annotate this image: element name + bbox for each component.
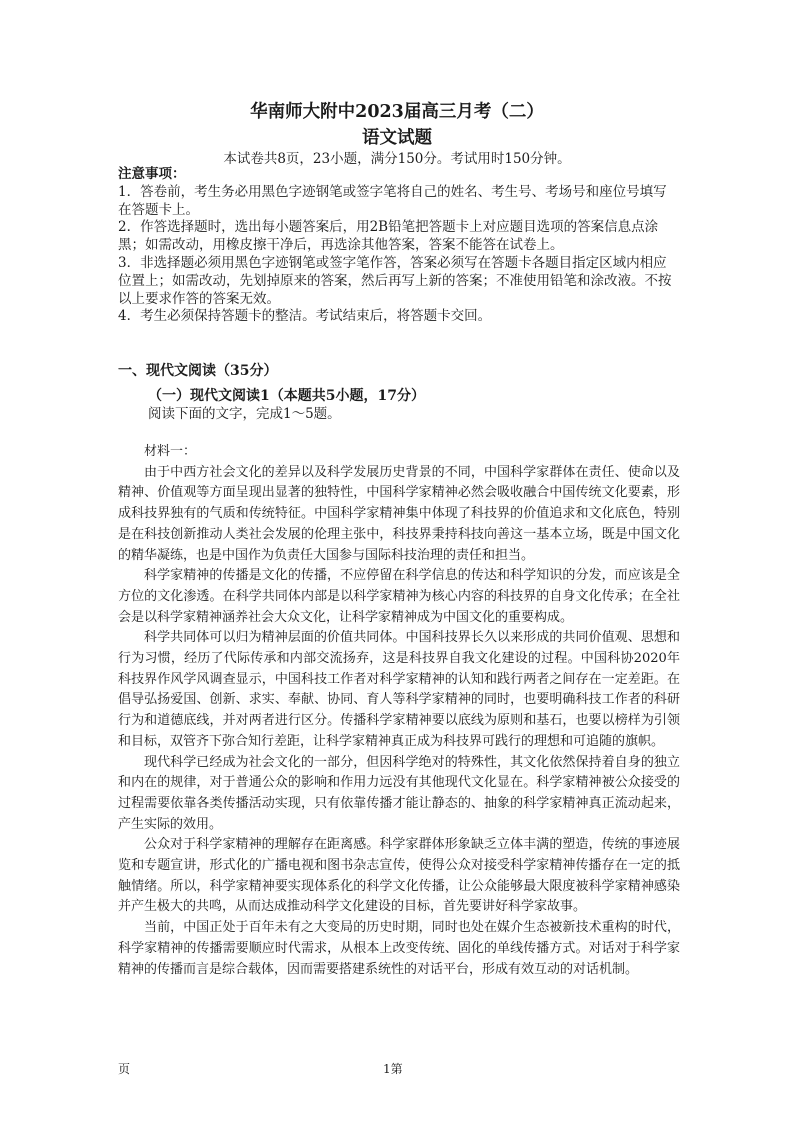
paragraph: 科学共同体可以归为精神层面的价值共同体。中国科技界长久以来形成的共同价值观、思想和行为习惯，经历了代际传承和内部交流扬弃，这是科技界自我文化建设的过程。中国科协2020年科技界作风学风调查显示，中国科技工作者对科学家精神的认知和践行两者之间存在一定差距。在倡导弘扬爱国、创新、求实、奉献、协同、育人等科学家精神的同时，也要明确科技工作者的科研行为和道德底线，并对两者进行区分。传播科学家精神要以底线为原则和基石，也要以榜样为引领和目标，双管齐下弥合知行差距，让科学家精神真正成为科技界可践行的理想和可追随的旗帜。 (118, 630, 680, 749)
note-item: 2．作答选择题时，选出每小题答案后，用2B铅笔把答题卡上对应题目选项的答案信息点涂黑；如需改动，用橡皮擦干净后，再选涂其他答案，答案不能答在试卷上。 (118, 219, 659, 254)
subsection-heading: （一）现代文阅读1（本题共5小题，17分） (148, 388, 425, 404)
reading-material (118, 442, 680, 980)
exam-info: 本试卷共8页，23小题，满分150分。考试用时150分钟。 (223, 151, 571, 167)
footer-page-number: 1第 (383, 1062, 403, 1076)
exam-subject: 语文试题 (362, 128, 432, 148)
paragraph: 当前，中国正处于百年未有之大变局的历史时期，同时也处在媒介生态被新技术重构的时代，科学家精神的传播需要顺应时代需求，从根本上改变传统、固化的单线传播方式。对话对于科学家精神的传播而言是综合载体，因而需要搭建系统性的对话平台，形成有效互动的对话机制。 (118, 920, 680, 977)
footer-page-label: 页 (118, 1062, 131, 1076)
paragraph: 由于中西方社会文化的差异以及科学发展历史背景的不同，中国科学家群体在责任、使命以及精神、价值观等方面呈现出显著的独特性，中国科学家精神必然会吸收融合中国传统文化要素，形成科技界独有的气质和传统特征。中国科学家精神集中体现了科技界的价值追求和文化底色，特别是在科技创新推动人类社会发展的伦理主张中，科技界秉持科技向善这一基本立场，既是中国文化的精华凝练，也是中国作为负责任大国参与国际科技治理的责任和担当。 (118, 464, 680, 563)
note-item: 4．考生必须保持答题卡的整洁。考试结束后，将答题卡交回。 (118, 308, 492, 325)
instruction-text: 阅读下面的文字，完成1～5题。 (148, 406, 341, 422)
exam-title: 华南师大附中2023届高三月考（二） (250, 102, 544, 122)
paragraph: 现代科学已经成为社会文化的一部分，但因科学绝对的特殊性，其文化依然保持着自身的独立和内在的规律，对于普通公众的影响和作用力远没有其他现代文化显在。科学家精神被公众接受的过程需要依靠各类传播活动实现，只有依靠传播才能让静态的、抽象的科学家精神真正流动起来，产生实际的效用。 (118, 754, 680, 832)
paragraph: 科学家精神的传播是文化的传播，不应停留在科学信息的传达和科学知识的分发，而应该是全方位的文化渗透。在科学共同体内部是以科学家精神为核心内容的科技界的自身文化传承；在全社会是以科学家精神涵养社会大众文化，让科学家精神成为中国文化的重要构成。 (118, 568, 680, 625)
paragraph: 公众对于科学家精神的理解存在距离感。科学家群体形象缺乏立体丰满的塑造，传统的事迹展览和专题宣讲，形式化的广播电视和图书杂志宣传，使得公众对接受科学家精神传播存在一定的抵触情绪。所以，科学家精神要实现体系化的科学文化传播，让公众能够最大限度被科学家精神感染并产生极大的共鸣，从而达成推动科学文化建设的目标，首先要讲好科学家故事。 (118, 837, 680, 915)
material-label: 材料一： (144, 444, 197, 459)
note-item: 1．答卷前，考生务必用黑色字迹钢笔或签字笔将自己的姓名、考生号、考场号和座位号填写在答题卡上。 (118, 183, 667, 218)
notes-heading: 注意事项： (118, 166, 186, 182)
reading-intro (148, 405, 341, 424)
section-heading: 一、现代文阅读（35分） (118, 363, 278, 379)
note-item: 3．非选择题必须用黑色字迹钢笔或签字笔作答，答案必须写在答题卡各题目指定区域内相应位置上；如需改动，先划掉原来的答案，然后再写上新的答案；不准使用铅笔和涂改液。不按以上要求作答的答案无效。 (118, 254, 672, 307)
notes-block (118, 166, 678, 326)
